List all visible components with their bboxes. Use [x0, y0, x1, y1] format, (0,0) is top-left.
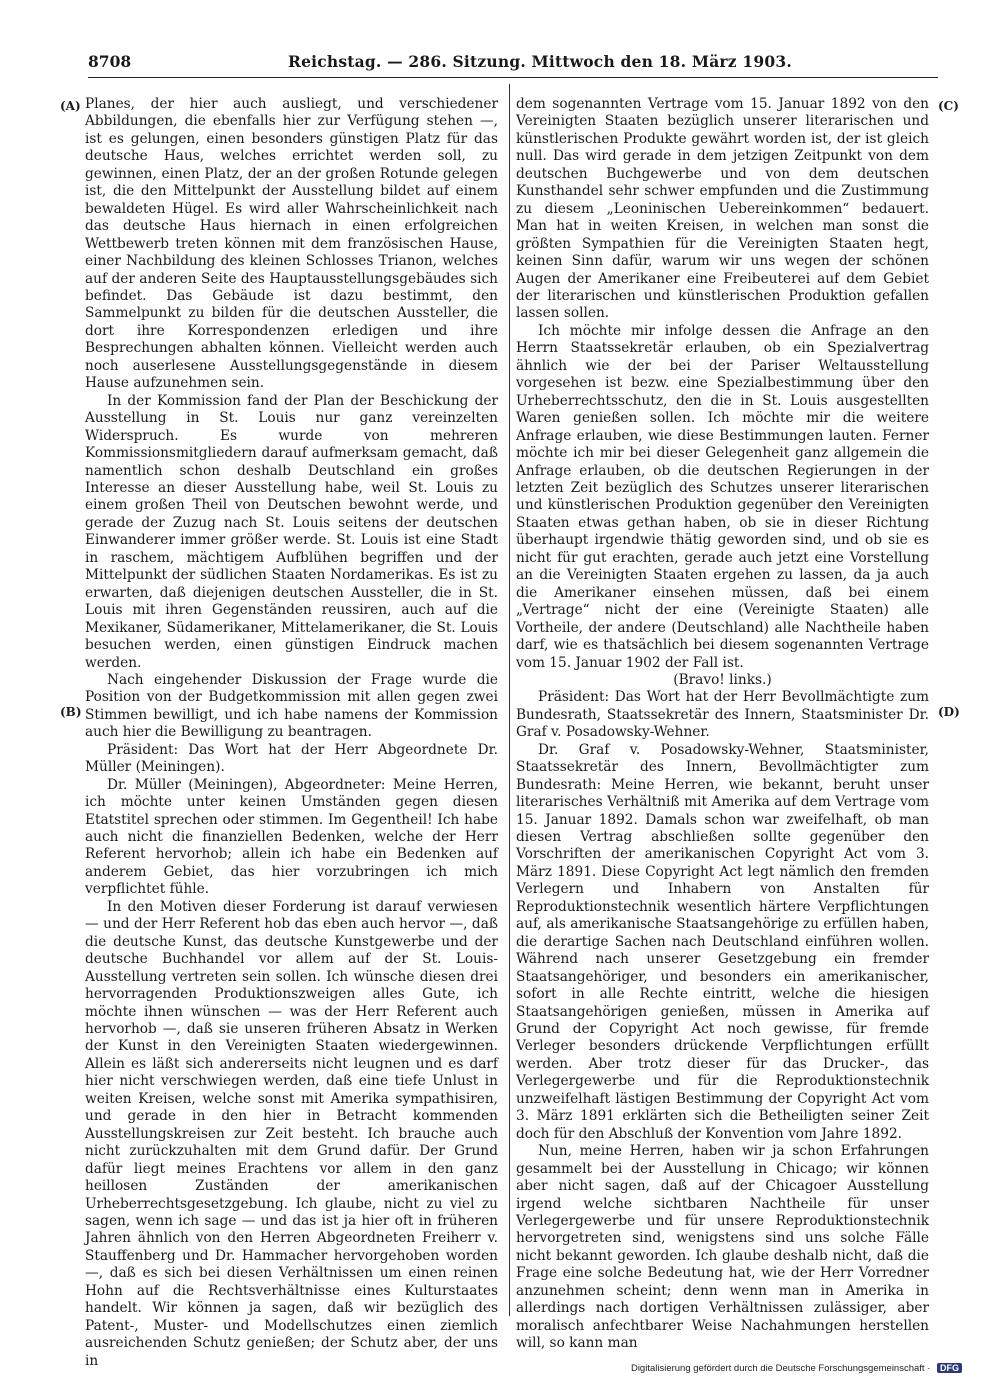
paragraph: In den Motiven dieser Forderung ist darauf verwiesen — und der Herr Referent hob das eben auch hervor —, daß die deutsche Kunst, das deutsche Kunstgewerbe und der deutsche Buchhandel vor allem auf der St. Louis-Ausstellung vertreten sein sollen. Ich wünsche diesen drei hervorragenden Produktionszweigen alles Gute, ich möchte ihnen wünschen — was der Herr Referent auch hervorhob —, daß sie unseren früheren Absatz in Werken der Kunst in den Vereinigten Staaten wiedergewinnen. Allein es läßt sich andererseits nicht leugnen und es darf hier nicht verschwiegen werden, daß eine tiefe Unlust in weiten Kreisen, welche sonst mit Amerika sympathisiren, und gerade in den hier in Betracht kommenden Ausstellungskreisen zur Zeit besteht. Ich brauche auch nicht zurückzuhalten mit dem Grund dafür. Der Grund dafür liegt meines Erachtens vor allem in den ganz heillosen Zuständen der amerikanischen Urheberrechtsgesetzgebung. Ich glaube, nicht zu viel zu sagen, wenn ich sage — und das ist ja hier oft in früheren Jahren ähnlich von den Herren Abgeordneten Freiherr v. Stauffenberg und Dr. Hammacher hervorgehoben worden —, daß es sich bei diesen Verhältnissen um einen reinen Hohn auf die Rechtsverhältnisse eines Kulturstaates handelt. Wir können ja sagen, daß wir bezüglich des Patent-, Muster- und Modellschutzes einen ziemlich ausreichenden Schutz genießen; der Schutz aber, der uns in: [85, 898, 498, 1369]
speaker-paragraph: Dr. Graf v. Posadowsky-Wehner, Staatsminister, Staatssekretär des Innern, Bevollmächtigter zum Bundesrath: Meine Herren, wie bekannt, beruht unser literarisches Verhältniß mit Amerika auf dem Vertrage vom 15. Januar 1892. Damals schon war zweifelhaft, ob man diesen Vertrag abschließen sollte gegenüber den Vorschriften der amerikanischen Copyright Act vom 3. März 1891. Diese Copyright Act legt nämlich den fremden Verlegern und Inhabern von Anstalten für Reproduktionstechnik wesentlich härtere Verpflichtungen auf, als amerikanische Staatsangehörige zu erfüllen haben, die derartige Sachen nach Deutschland einführen wollen. Während nach unserer Gesetzgebung ein fremder Staatsangehöriger, und besonders ein amerikanischer, sofort in alle Rechte eintritt, welche die hiesigen Staatsangehörigen genießen, müssen in Amerika auf Grund der Copyright Act noch gewisse, für fremde Verleger besonders drückende Verpflichtungen erfüllt werden. Aber trotz dieser für das Drucker-, das Verlegergewerbe und für die Reproduktionstechnik unzweifelhaft lästigen Bestimmung der Copyright Act vom 3. März 1891 erklärten sich die Betheiligten seiner Zeit doch für den Abschluß der Konvention vom Jahre 1892.: [516, 741, 929, 1142]
dfg-logo: DFG: [937, 1363, 962, 1373]
running-title: Reichstag. — 286. Sitzung. Mittwoch den 18. März 1903.: [288, 52, 792, 71]
margin-marker-a: (A): [60, 99, 81, 113]
speaker-paragraph: Präsident: Das Wort hat der Herr Abgeordnete Dr. Müller (Meiningen).: [85, 741, 498, 776]
credit-text: Digitalisierung gefördert durch die Deutsche Forschungsgemeinschaft ·: [630, 1363, 931, 1374]
margin-marker-c: (C): [938, 99, 959, 113]
interjection: (Bravo! links.): [673, 671, 772, 688]
paragraph: Nach eingehender Diskussion der Frage wurde die Position von der Budgetkommission mit allen gegen zwei Stimmen bewilligt, und ich habe namens der Kommission auch hier die Bewilligung zu beantragen.: [85, 671, 498, 741]
paragraph: In der Kommission fand der Plan der Beschickung der Ausstellung in St. Louis nur ganz vereinzelten Widerspruch. Es wurde von mehreren Kommissionsmitgliedern darauf aufmerksam gemacht, daß namentlich schon deshalb Deutschland ein großes Interesse an dieser Ausstellung habe, weil St. Louis zu einem großen Theil von Deutschen bewohnt werde, und gerade der Zuzug nach St. Louis seitens der deutschen Einwanderer immer größer werde. St. Louis ist eine Stadt in raschem, mächtigem Aufblühen begriffen und der Mittelpunkt der südlichen Staaten Nordamerikas. Es ist zu erwarten, daß diejenigen deutschen Aussteller, die in St. Louis mit ihren Gegenständen reussiren, auch auf die Mexikaner, Südamerikaner, Mittelamerikaner, die St. Louis besuchen werden, einen günstigen Eindruck machen werden.: [85, 392, 498, 671]
paragraph: Planes, der hier auch ausliegt, und verschiedener Abbildungen, die ebenfalls hier zur Verfügung stehen —, ist es gelungen, einen besonders günstigen Platz für das deutsche Haus, welches errichtet werden soll, zu gewinnen, einen Platz, der an der großen Rotunde gelegen ist, die den Mittelpunkt der Ausstellung bildet auf einem bewaldeten Hügel. Es wird aller Wahrscheinlichkeit nach das deutsche Haus hiernach in einen erfolgreichen Wettbewerb treten können mit dem französischen Hause, einer Nachbildung des kleinen Schlosses Trianon, welches auf der anderen Seite des Hauptausstellungsgebäudes sich befindet. Das Gebäude ist dazu bestimmt, den Sammelpunkt zu bilden für die deutschen Aussteller, die dort ihre Korrespondenzen erledigen und ihre Besprechungen abhalten können. Vielleicht werden auch noch auserlesene Ausstellungsgegenstände in diesem Hause aufzunehmen sein.: [85, 96, 498, 392]
column-divider: [509, 84, 510, 1316]
paragraph: Nun, meine Herren, haben wir ja schon Erfahrungen gesammelt bei der Ausstellung in Chicago; wir können aber nicht sagen, daß auf der Chicagoer Ausstellung irgend welche sichtbaren Nachtheile für unser Verlegergewerbe und für unsere Reproduktionstechnik hervorgetreten sind, wenigstens sind uns solche Fälle nicht bekannt geworden. Ich glaube deshalb nicht, daß die Frage eine solche Bedeutung hat, wie der Herr Vorredner anzunehmen scheint; denn wenn man in Amerika in allerdings nach dortigen Verhältnissen zulässiger, aber moralisch anfechtbarer Weise Nachahmungen herstellen will, so kann man: [516, 1143, 929, 1352]
margin-marker-d: (D): [938, 705, 960, 719]
paragraph: dem sogenannten Vertrage vom 15. Januar 1892 von den Vereinigten Staaten bezüglich unserer literarischen und künstlerischen Produkte gewährt worden ist, der ist gleich null. Das wird gerade in dem jetzigen Zeitpunkt von dem deutschen Buchgewerbe und von dem deutschen Kunsthandel sehr schwer empfunden und die Zustimmung zu diesem „Leoninischen Uebereinkommen“ bedauert. Man hat in weiten Kreisen, in welchen man sonst die größten Sympathien für die Vereinigten Staaten hegt, keinen Sinn dafür, warum wir uns wegen der schönen Augen der Amerikaner eine Freibeuterei auf dem Gebiet der literarischen und künstlerischen Produktion gefallen lassen sollen.: [516, 96, 929, 322]
margin-marker-b: (B): [60, 705, 82, 719]
page-header: [88, 52, 938, 76]
page-number: 8708: [88, 52, 132, 71]
speaker-paragraph: Dr. Müller (Meiningen), Abgeordneter: Meine Herren, ich möchte unter keinen Umständen gegen diesen Etatstitel sprechen oder stimmen. Im Gegentheil! Ich habe auch nicht die finanziellen Bedenken, welche der Herr Referent hervorhob; allein ich habe ein Bedenken auf anderem Gebiet, das hier vorzubringen ich mich verpflichtet fühle.: [85, 776, 498, 898]
right-column: [516, 96, 929, 1352]
left-column: [85, 96, 498, 1369]
speaker-paragraph: Präsident: Das Wort hat der Herr Bevollmächtigte zum Bundesrath, Staatssekretär des Innern, Staatsminister Dr. Graf v. Posadowsky-Wehner.: [516, 689, 929, 741]
header-rule: [88, 77, 938, 78]
digitization-credit: [631, 1363, 962, 1374]
paragraph: Ich möchte mir infolge dessen die Anfrage an den Herrn Staatssekretär erlauben, ob ein Spezialvertrag ähnlich wie der bei der Pariser Weltausstellung vorgesehen ist bezw. eine Spezialbestimmung über den Urheberrechtsschutz, den die in St. Louis ausgestellten Waren genießen sollen. Ich möchte mir die weitere Anfrage erlauben, wie diese Bestimmungen lauten. Ferner möchte ich mir bei dieser Gelegenheit ganz allgemein die Anfrage erlauben, ob die deutschen Regierungen in der letzten Zeit bezüglich des Schutzes unserer literarischen und künstlerischen Produktion gegenüber den Vereinigten Staaten etwas gethan haben, ob sie in dieser Richtung überhaupt irgendwie thätig geworden sind, und ob sie es nicht für gut erachten, gerade auch jetzt eine Vorstellung an die Vereinigten Staaten ergehen zu lassen, da ja auch die Amerikaner einsehen müssen, daß bei einem „Vertrage“ nicht der eine (Vereinigte Staaten) alle Vortheile, der andere (Deutschland) alle Nachtheile haben darf, wie es thatsächlich bei diesem sogenannten Vertrage vom 15. Januar 1902 der Fall ist.: [516, 322, 929, 671]
